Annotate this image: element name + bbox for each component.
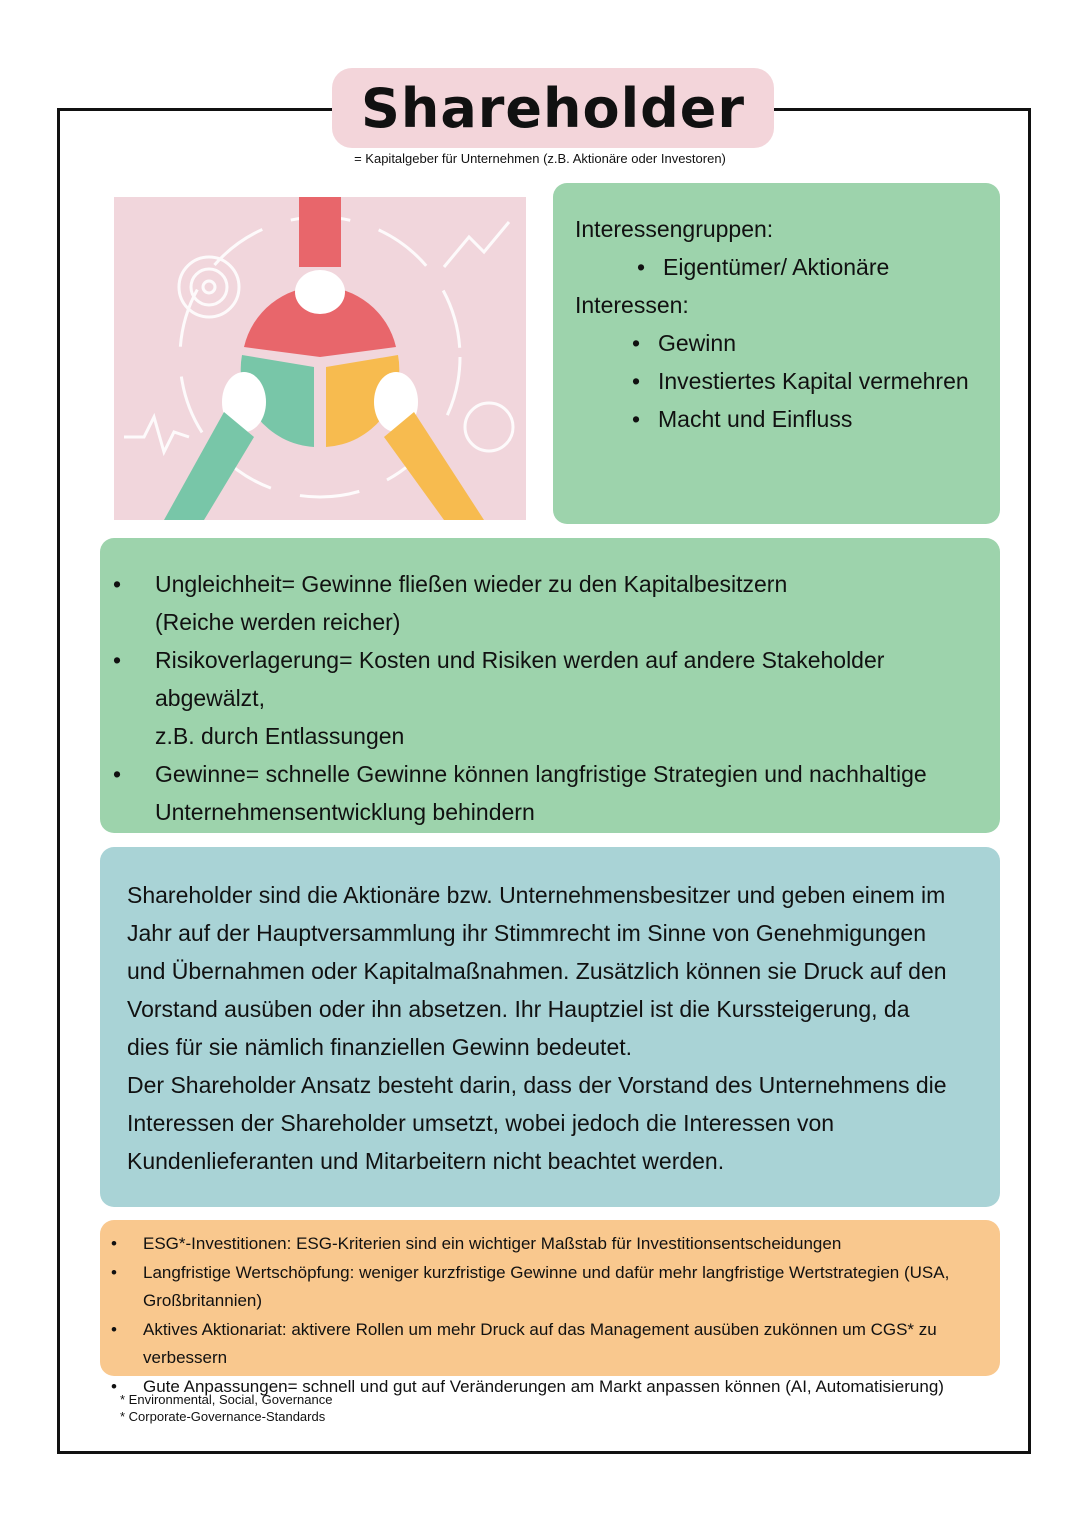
critique-box: [100, 538, 1000, 833]
page-title: Shareholder: [361, 76, 745, 140]
title-banner: [332, 68, 774, 148]
description-text: Shareholder sind die Aktionäre bzw. Unternehmensbesitzer und geben einem im Jahr auf der Hauptversammlung ihr Stimmrecht im Sinne von Genehmigungen und Übernahmen oder Kapitalmaßnahmen. Zusätzlich können sie Druck auf den Vorstand ausüben oder ihn absetzen. Ihr Hauptziel ist die Kurssteigerung, da dies für sie nämlich finanziellen Gewinn bedeutet. Der Shareholder Ansatz besteht darin, dass der Vorstand des Unternehmens die Interessen der Shareholder umsetzt, wobei jedoch die Interessen von Kundenlieferanten und Mitarbeitern nicht beachtet werden.: [127, 882, 947, 1174]
groups-heading: Interessengruppen:: [575, 216, 774, 242]
description-box: [100, 847, 1000, 1207]
trends-box: [100, 1220, 1000, 1396]
interests-heading: Interessen:: [575, 292, 689, 318]
footnote: * Environmental, Social, Governance: [120, 1392, 333, 1407]
list-item: • ESG*-Investitionen: ESG-Kriterien sind ein wichtiger Maßstab für Investitionsentscheidungen: [143, 1230, 1000, 1259]
list-item: • Eigentümer/ Aktionäre: [663, 248, 889, 286]
footnote: * Corporate-Governance-Standards: [120, 1409, 326, 1424]
teamwork-illustration: [114, 197, 526, 520]
list-item: • Macht und Einfluss: [658, 400, 969, 438]
overview-box: [553, 183, 1000, 524]
subtitle: = Kapitalgeber für Unternehmen (z.B. Aktionäre oder Investoren): [354, 151, 726, 166]
list-item: • Aktives Aktionariat: aktivere Rollen um mehr Druck auf das Management ausüben zukönnen um CGS* zu verbessern: [143, 1316, 1000, 1373]
list-item: • Gewinne= schnelle Gewinne können langfristige Strategien und nachhaltige Unternehmensentwicklung behindern: [155, 755, 980, 831]
critique-list: [155, 565, 980, 831]
interests-list: [658, 324, 969, 438]
trends-list: [143, 1230, 1000, 1401]
list-item: • Langfristige Wertschöpfung: weniger kurzfristige Gewinne und dafür mehr langfristige Wertstrategien (USA, Großbritannien): [143, 1259, 1000, 1316]
list-item: • Gewinn: [658, 324, 969, 362]
list-item: • Investiertes Kapital vermehren: [658, 362, 969, 400]
list-item: • Gute Anpassungen= schnell und gut auf Veränderungen am Markt anpassen können (AI, Automatisierung): [143, 1373, 1000, 1402]
list-item: • Risikoverlagerung= Kosten und Risiken werden auf andere Stakeholder abgewälzt, z.B. durch Entlassungen: [155, 641, 980, 755]
footnotes: [120, 1391, 332, 1425]
list-item: • Ungleichheit= Gewinne fließen wieder zu den Kapitalbesitzern (Reiche werden reicher): [155, 565, 980, 641]
groups-list: [663, 248, 889, 286]
